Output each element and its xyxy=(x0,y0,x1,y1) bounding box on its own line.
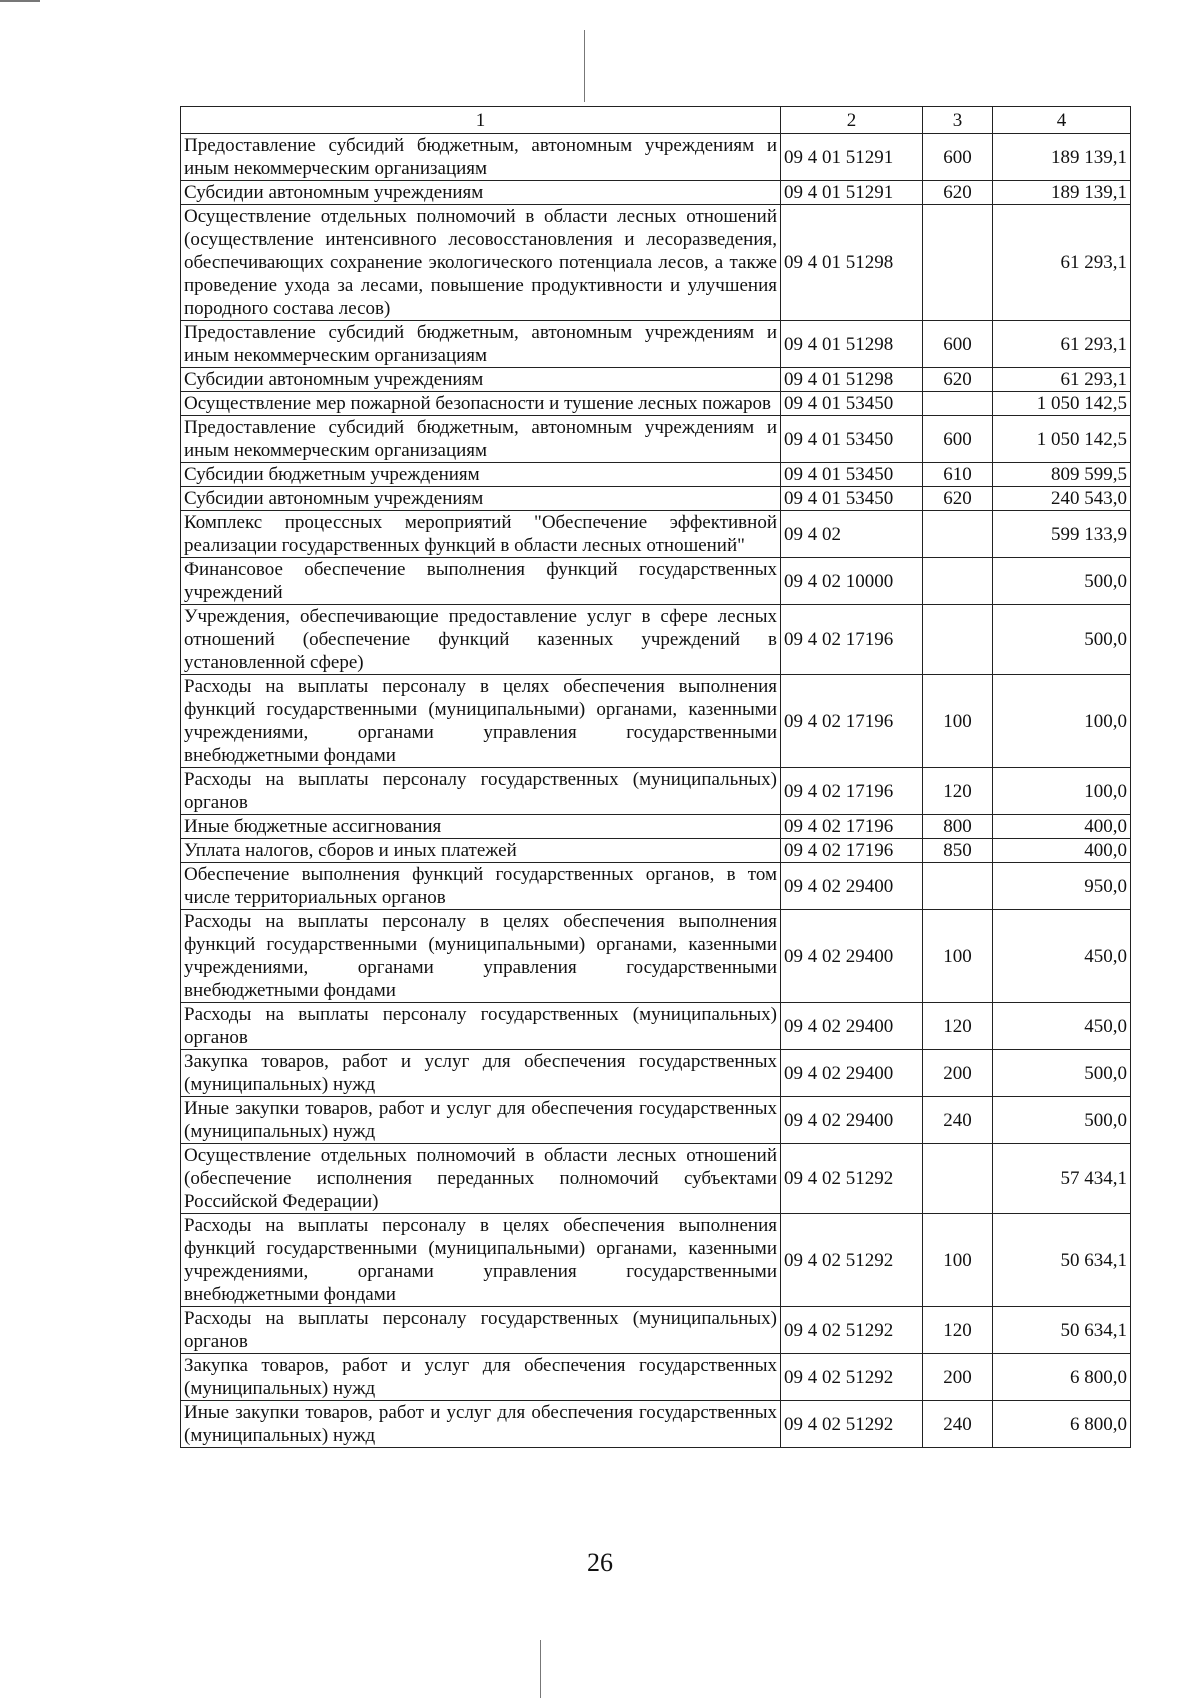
cell-name: Расходы на выплаты персоналу государственных (муниципальных) органов xyxy=(181,768,781,815)
cell-name: Субсидии бюджетным учреждениям xyxy=(181,463,781,487)
cell-sum: 450,0 xyxy=(993,1003,1131,1050)
cell-name: Обеспечение выполнения функций государственных органов, в том числе территориальных органов xyxy=(181,863,781,910)
cell-type xyxy=(923,1144,993,1214)
cell-type: 620 xyxy=(923,181,993,205)
cell-type: 120 xyxy=(923,768,993,815)
cell-sum: 450,0 xyxy=(993,910,1131,1003)
column-header-sum: 4 xyxy=(993,107,1131,134)
cell-type: 240 xyxy=(923,1401,993,1448)
cell-type: 100 xyxy=(923,1214,993,1307)
cell-type: 200 xyxy=(923,1050,993,1097)
cell-sum: 57 434,1 xyxy=(993,1144,1131,1214)
cell-code: 09 4 02 29400 xyxy=(781,863,923,910)
column-header-name: 1 xyxy=(181,107,781,134)
cell-name: Иные закупки товаров, работ и услуг для обеспечения государственных (муниципальных) нужд xyxy=(181,1097,781,1144)
table-row xyxy=(181,205,1131,321)
table-row xyxy=(181,1354,1131,1401)
table-row xyxy=(181,1050,1131,1097)
cell-code: 09 4 02 51292 xyxy=(781,1214,923,1307)
cell-code: 09 4 01 51298 xyxy=(781,205,923,321)
cell-type: 120 xyxy=(923,1307,993,1354)
scan-top-mark xyxy=(0,0,40,2)
cell-code: 09 4 02 17196 xyxy=(781,605,923,675)
cell-name: Иные бюджетные ассигнования xyxy=(181,815,781,839)
cell-code: 09 4 02 51292 xyxy=(781,1354,923,1401)
scan-fold-line-top xyxy=(584,30,585,102)
cell-sum: 50 634,1 xyxy=(993,1307,1131,1354)
table-row xyxy=(181,181,1131,205)
cell-name: Субсидии автономным учреждениям xyxy=(181,487,781,511)
cell-name: Закупка товаров, работ и услуг для обеспечения государственных (муниципальных) нужд xyxy=(181,1354,781,1401)
cell-name: Предоставление субсидий бюджетным, автономным учреждениям и иным некоммерческим организациям xyxy=(181,134,781,181)
table-row xyxy=(181,392,1131,416)
cell-name: Расходы на выплаты персоналу в целях обеспечения выполнения функций государственными (муниципальными) органами, казенными учреждениями, органами управления государственными внебюджетными фондами xyxy=(181,675,781,768)
table-row xyxy=(181,463,1131,487)
cell-name: Закупка товаров, работ и услуг для обеспечения государственных (муниципальных) нужд xyxy=(181,1050,781,1097)
cell-sum: 50 634,1 xyxy=(993,1214,1131,1307)
cell-name: Осуществление отдельных полномочий в области лесных отношений (обеспечение исполнения переданных полномочий субъектами Российской Федерации) xyxy=(181,1144,781,1214)
column-header-code: 2 xyxy=(781,107,923,134)
cell-type: 600 xyxy=(923,416,993,463)
cell-code: 09 4 01 53450 xyxy=(781,463,923,487)
cell-name: Комплекс процессных мероприятий "Обеспечение эффективной реализации государственных функций в области лесных отношений" xyxy=(181,511,781,558)
page-number: 26 xyxy=(587,1548,613,1577)
cell-code: 09 4 01 51291 xyxy=(781,181,923,205)
table-row xyxy=(181,910,1131,1003)
cell-sum: 1 050 142,5 xyxy=(993,392,1131,416)
table-row xyxy=(181,558,1131,605)
cell-code: 09 4 02 29400 xyxy=(781,1003,923,1050)
cell-sum: 189 139,1 xyxy=(993,181,1131,205)
cell-type xyxy=(923,605,993,675)
cell-code: 09 4 02 17196 xyxy=(781,839,923,863)
cell-type: 850 xyxy=(923,839,993,863)
cell-name: Расходы на выплаты персоналу в целях обеспечения выполнения функций государственными (муниципальными) органами, казенными учреждениями, органами управления государственными внебюджетными фондами xyxy=(181,910,781,1003)
cell-code: 09 4 02 51292 xyxy=(781,1307,923,1354)
budget-table xyxy=(180,106,1131,1448)
cell-sum: 500,0 xyxy=(993,1050,1131,1097)
cell-name: Расходы на выплаты персоналу государственных (муниципальных) органов xyxy=(181,1003,781,1050)
cell-type: 600 xyxy=(923,321,993,368)
cell-type: 610 xyxy=(923,463,993,487)
cell-sum: 500,0 xyxy=(993,1097,1131,1144)
cell-name: Осуществление отдельных полномочий в области лесных отношений (осуществление интенсивного лесовосстановления и лесоразведения, обеспечивающих сохранение экологического потенциала лесов, а также проведение ухода за лесами, повышение продуктивности и улучшения породного состава лесов) xyxy=(181,205,781,321)
cell-name: Предоставление субсидий бюджетным, автономным учреждениям и иным некоммерческим организациям xyxy=(181,321,781,368)
table-row xyxy=(181,815,1131,839)
cell-type: 240 xyxy=(923,1097,993,1144)
cell-type xyxy=(923,558,993,605)
cell-code: 09 4 02 10000 xyxy=(781,558,923,605)
table-row xyxy=(181,134,1131,181)
cell-name: Субсидии автономным учреждениям xyxy=(181,181,781,205)
cell-type: 200 xyxy=(923,1354,993,1401)
cell-type: 800 xyxy=(923,815,993,839)
cell-type: 620 xyxy=(923,487,993,511)
cell-code: 09 4 01 53450 xyxy=(781,487,923,511)
cell-code: 09 4 02 51292 xyxy=(781,1144,923,1214)
cell-code: 09 4 01 53450 xyxy=(781,392,923,416)
table-row xyxy=(181,511,1131,558)
table-row xyxy=(181,863,1131,910)
cell-type xyxy=(923,863,993,910)
cell-type xyxy=(923,205,993,321)
table-header-row xyxy=(181,107,1131,134)
cell-code: 09 4 01 51298 xyxy=(781,321,923,368)
table-row xyxy=(181,675,1131,768)
cell-sum: 61 293,1 xyxy=(993,205,1131,321)
column-header-type: 3 xyxy=(923,107,993,134)
scan-fold-line-bottom xyxy=(540,1640,541,1698)
table-row xyxy=(181,416,1131,463)
cell-sum: 599 133,9 xyxy=(993,511,1131,558)
cell-sum: 240 543,0 xyxy=(993,487,1131,511)
cell-type xyxy=(923,511,993,558)
cell-name: Расходы на выплаты персоналу государственных (муниципальных) органов xyxy=(181,1307,781,1354)
table-row xyxy=(181,768,1131,815)
cell-sum: 100,0 xyxy=(993,768,1131,815)
cell-sum: 500,0 xyxy=(993,558,1131,605)
table-row xyxy=(181,1097,1131,1144)
cell-code: 09 4 02 17196 xyxy=(781,768,923,815)
table-row xyxy=(181,1307,1131,1354)
table-row xyxy=(181,321,1131,368)
cell-code: 09 4 02 xyxy=(781,511,923,558)
table-row xyxy=(181,1003,1131,1050)
table-row xyxy=(181,1401,1131,1448)
cell-type: 620 xyxy=(923,368,993,392)
cell-name: Учреждения, обеспечивающие предоставление услуг в сфере лесных отношений (обеспечение функций казенных учреждений в установленной сфере) xyxy=(181,605,781,675)
cell-sum: 61 293,1 xyxy=(993,321,1131,368)
cell-name: Уплата налогов, сборов и иных платежей xyxy=(181,839,781,863)
cell-code: 09 4 01 53450 xyxy=(781,416,923,463)
cell-sum: 400,0 xyxy=(993,815,1131,839)
cell-code: 09 4 02 29400 xyxy=(781,910,923,1003)
cell-type: 100 xyxy=(923,910,993,1003)
table-row xyxy=(181,605,1131,675)
cell-sum: 61 293,1 xyxy=(993,368,1131,392)
cell-code: 09 4 02 29400 xyxy=(781,1097,923,1144)
cell-code: 09 4 02 17196 xyxy=(781,815,923,839)
cell-sum: 6 800,0 xyxy=(993,1401,1131,1448)
cell-type: 100 xyxy=(923,675,993,768)
cell-sum: 6 800,0 xyxy=(993,1354,1131,1401)
table-row xyxy=(181,368,1131,392)
cell-name: Осуществление мер пожарной безопасности и тушение лесных пожаров xyxy=(181,392,781,416)
cell-name: Финансовое обеспечение выполнения функций государственных учреждений xyxy=(181,558,781,605)
cell-code: 09 4 02 51292 xyxy=(781,1401,923,1448)
cell-code: 09 4 01 51291 xyxy=(781,134,923,181)
cell-type xyxy=(923,392,993,416)
cell-sum: 950,0 xyxy=(993,863,1131,910)
cell-name: Предоставление субсидий бюджетным, автономным учреждениям и иным некоммерческим организациям xyxy=(181,416,781,463)
cell-type: 600 xyxy=(923,134,993,181)
cell-name: Субсидии автономным учреждениям xyxy=(181,368,781,392)
cell-code: 09 4 01 51298 xyxy=(781,368,923,392)
table-row xyxy=(181,839,1131,863)
cell-name: Иные закупки товаров, работ и услуг для обеспечения государственных (муниципальных) нужд xyxy=(181,1401,781,1448)
cell-sum: 809 599,5 xyxy=(993,463,1131,487)
cell-type: 120 xyxy=(923,1003,993,1050)
cell-code: 09 4 02 17196 xyxy=(781,675,923,768)
cell-sum: 1 050 142,5 xyxy=(993,416,1131,463)
cell-name: Расходы на выплаты персоналу в целях обеспечения выполнения функций государственными (муниципальными) органами, казенными учреждениями, органами управления государственными внебюджетными фондами xyxy=(181,1214,781,1307)
cell-sum: 100,0 xyxy=(993,675,1131,768)
cell-sum: 189 139,1 xyxy=(993,134,1131,181)
table-row xyxy=(181,1144,1131,1214)
table-row xyxy=(181,487,1131,511)
cell-code: 09 4 02 29400 xyxy=(781,1050,923,1097)
cell-sum: 400,0 xyxy=(993,839,1131,863)
cell-sum: 500,0 xyxy=(993,605,1131,675)
table-row xyxy=(181,1214,1131,1307)
